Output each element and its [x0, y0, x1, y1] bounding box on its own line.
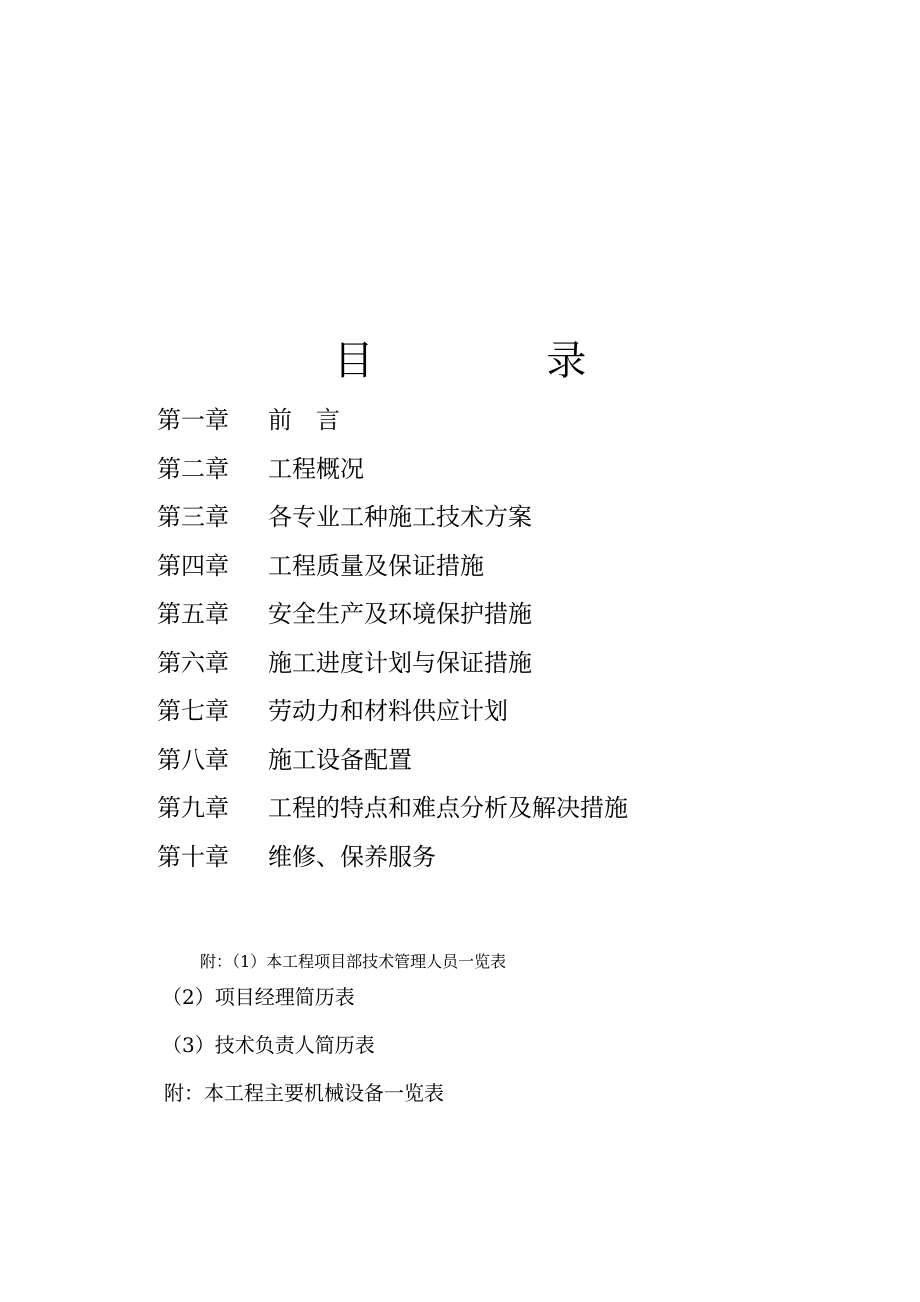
toc-item: [157, 493, 628, 542]
toc-chapter-title: 工程概况: [268, 454, 364, 483]
appendix-tech-lead-resume: （3）技术负责人简历表: [162, 1033, 375, 1057]
toc-chapter-title: 劳动力和材料供应计划: [268, 697, 508, 725]
toc-item: [157, 590, 628, 639]
toc-chapter-number: 第八章: [157, 745, 229, 774]
toc-chapter-number: 第十章: [157, 842, 229, 871]
toc-chapter-number: 第五章: [157, 600, 229, 628]
toc-chapter-title: 安全生产及环境保护措施: [268, 600, 532, 628]
toc-chapter-title: 施工进度计划与保证措施: [268, 648, 532, 677]
toc-chapter-title: 维修、保养服务: [268, 842, 436, 871]
toc-item: [157, 639, 628, 688]
toc-chapter-number: 第四章: [157, 551, 229, 580]
toc-chapter-title: 前言: [268, 406, 364, 434]
appendix-staff-table: 附：（1）本工程项目部技术管理人员一览表: [200, 952, 507, 971]
toc-item: [157, 833, 628, 882]
toc-chapter-number: 第二章: [157, 454, 229, 483]
toc-chapter-number: 第三章: [157, 503, 229, 531]
toc-chapter-number: 第一章: [157, 406, 229, 434]
appendix-equipment-table: 附：本工程主要机械设备一览表: [164, 1081, 444, 1105]
toc-chapter-title: 各专业工种施工技术方案: [268, 503, 532, 531]
toc-chapter-title: 工程质量及保证措施: [268, 551, 484, 580]
toc-chapter-title: 工程的特点和难点分析及解决措施: [268, 794, 628, 822]
toc-item: [157, 542, 628, 591]
toc-item: [157, 784, 628, 833]
toc-chapter-number: 第七章: [157, 697, 229, 725]
toc-item: [157, 736, 628, 785]
appendix-pm-resume: （2）项目经理简历表: [162, 985, 355, 1009]
table-of-contents: [157, 396, 628, 881]
toc-item: [157, 445, 628, 494]
toc-item: [157, 396, 628, 445]
toc-item: [157, 687, 628, 736]
toc-chapter-number: 第九章: [157, 794, 229, 822]
toc-chapter-number: 第六章: [157, 648, 229, 677]
page-title: 目 录: [333, 338, 667, 384]
toc-chapter-title: 施工设备配置: [268, 745, 412, 774]
